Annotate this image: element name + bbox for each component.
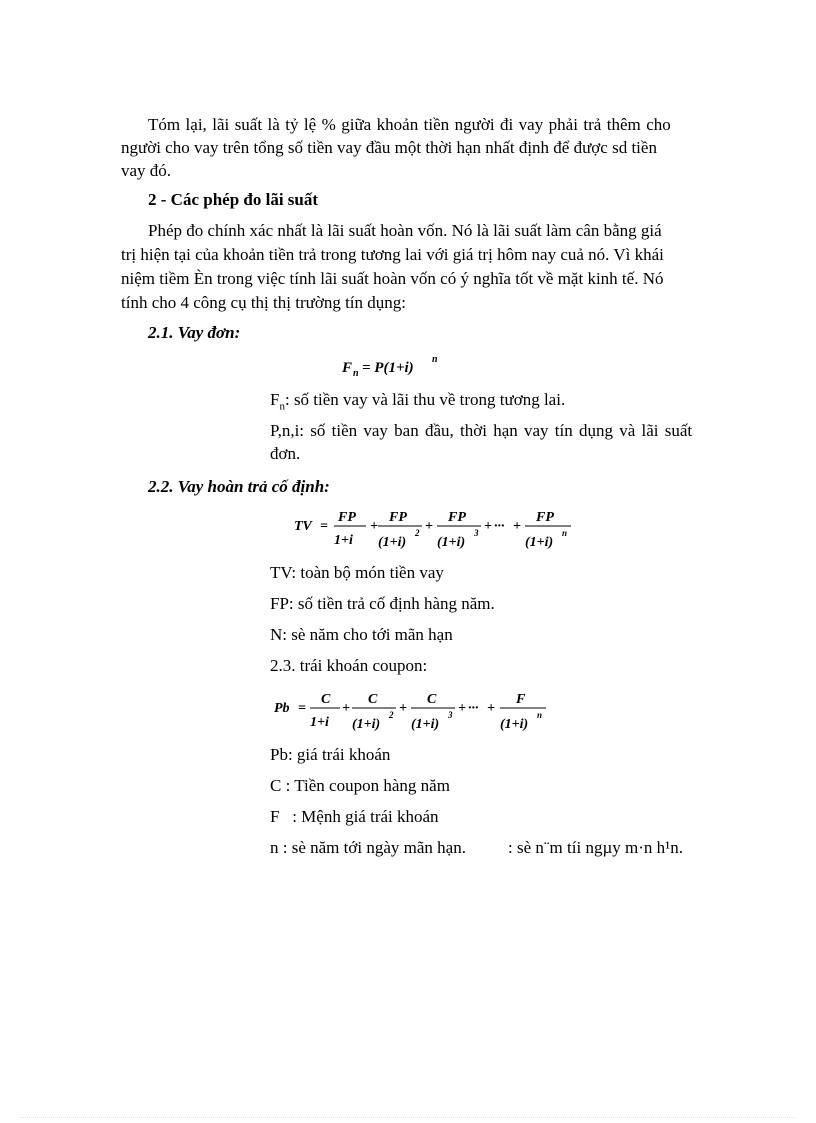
def-f: F : Mệnh giá trái khoán [270, 807, 439, 826]
formula-den: (1+i) [525, 535, 554, 550]
formula-fn-symbol: F [342, 360, 353, 376]
formula-fn-exp: n [432, 354, 438, 365]
section-heading: 2 - Các phép đo lãi suất [148, 190, 319, 209]
formula-den: (1+i) [352, 717, 381, 732]
def-pni-line-2: đơn. [270, 444, 301, 463]
formula-equals: = [298, 701, 306, 716]
section-para-line-1: Phép đo chính xác nhất là lãi suất hoàn vốn. Nó là lãi suất làm cân bằng giá [148, 221, 662, 240]
def-n-maturity: n : sè năm tới ngày mãn hạn. [270, 838, 466, 857]
def-pni-line-1: P,n,i: số tiền vay ban đầu, thời hạn vay tín dụng và lãi suất [270, 421, 693, 440]
formula-num: F [516, 692, 526, 707]
formula-plus: + [342, 701, 350, 716]
def-pb: Pb: giá trái khoán [270, 745, 391, 764]
formula-den: (1+i) [411, 717, 440, 732]
formula-plus: + [399, 701, 407, 716]
formula-exp: n [537, 710, 543, 720]
formula-exp: 3 [474, 528, 479, 538]
page-bottom-rule [20, 1117, 796, 1118]
formula-fn-rhs: = P(1+i) [362, 360, 414, 376]
formula-plus: + [513, 519, 521, 534]
formula-plus: + [487, 701, 495, 716]
formula-plus: + [425, 519, 433, 534]
intro-line-1: Tóm lại, lãi suất là tỷ lệ % giữa khoản tiền người đi vay phải trả thêm cho [148, 115, 671, 134]
formula-num: FP [389, 510, 407, 525]
formula-tv-lhs: TV [294, 519, 312, 534]
subsection-heading-2-1: 2.1. Vay đơn: [148, 323, 241, 342]
formula-dots: ··· [494, 519, 505, 534]
formula-num: FP [536, 510, 554, 525]
formula-den: (1+i) [378, 535, 407, 550]
formula-fn-sub: n [353, 368, 359, 379]
formula-exp: 2 [415, 528, 420, 538]
formula-plus: + [458, 701, 466, 716]
formula-equals: = [320, 519, 328, 534]
formula-exp: 2 [389, 710, 394, 720]
section-para-line-2: trị hiện tại của khoản tiền trả trong tương lai với giá trị hôm nay cuả nó. Vì khái [121, 245, 664, 264]
formula-num: FP [448, 510, 466, 525]
formula-den: 1+i [334, 533, 353, 548]
formula-exp: n [562, 528, 568, 538]
formula-simple-loan [340, 352, 450, 380]
formula-den: (1+i) [437, 535, 466, 550]
subsection-heading-2-3: 2.3. trái khoán coupon: [270, 656, 428, 675]
formula-num: C [321, 692, 331, 707]
formula-plus: + [484, 519, 492, 534]
formula-den: 1+i [310, 715, 329, 730]
formula-plus: + [370, 519, 378, 534]
formula-dots: ··· [468, 701, 479, 716]
formula-pb-lhs: Pb [274, 701, 290, 716]
def-fn [270, 390, 565, 412]
formula-exp: 3 [448, 710, 453, 720]
formula-fixed-payment-loan [294, 504, 574, 556]
formula-num: C [368, 692, 378, 707]
section-para-line-3: niệm tiềm Èn trong việc tính lãi suất hoàn vốn có ý nghĩa tốt về mặt kinh tế. Nó [121, 269, 664, 288]
garbled-text: : sè n¨m tíi ngµy m·n h¹n. [508, 838, 683, 857]
section-para-line-4: tính cho 4 công cụ thị thị trường tín dụng: [121, 293, 406, 312]
formula-den: (1+i) [500, 717, 529, 732]
def-fp: FP: số tiền trả cố định hàng năm. [270, 594, 495, 613]
def-tv: TV: toàn bộ món tiền vay [270, 563, 444, 582]
formula-coupon-bond [274, 686, 554, 738]
subsection-heading-2-2: 2.2. Vay hoàn trả cố định: [148, 477, 330, 496]
def-n-years: N: sè năm cho tới mãn hạn [270, 625, 453, 644]
intro-line-3: vay đó. [121, 161, 172, 180]
formula-num: FP [338, 510, 356, 525]
intro-line-2: người cho vay trên tổng số tiền vay đầu một thời hạn nhất định để được sd tiền [121, 138, 657, 157]
def-fn-text: : số tiền vay và lãi thu về trong tương lai. [284, 390, 566, 409]
def-fn-sub: n [279, 400, 285, 413]
formula-num: C [427, 692, 437, 707]
def-fn-symbol: F [270, 390, 280, 409]
def-c: C : Tiền coupon hàng năm [270, 776, 450, 795]
